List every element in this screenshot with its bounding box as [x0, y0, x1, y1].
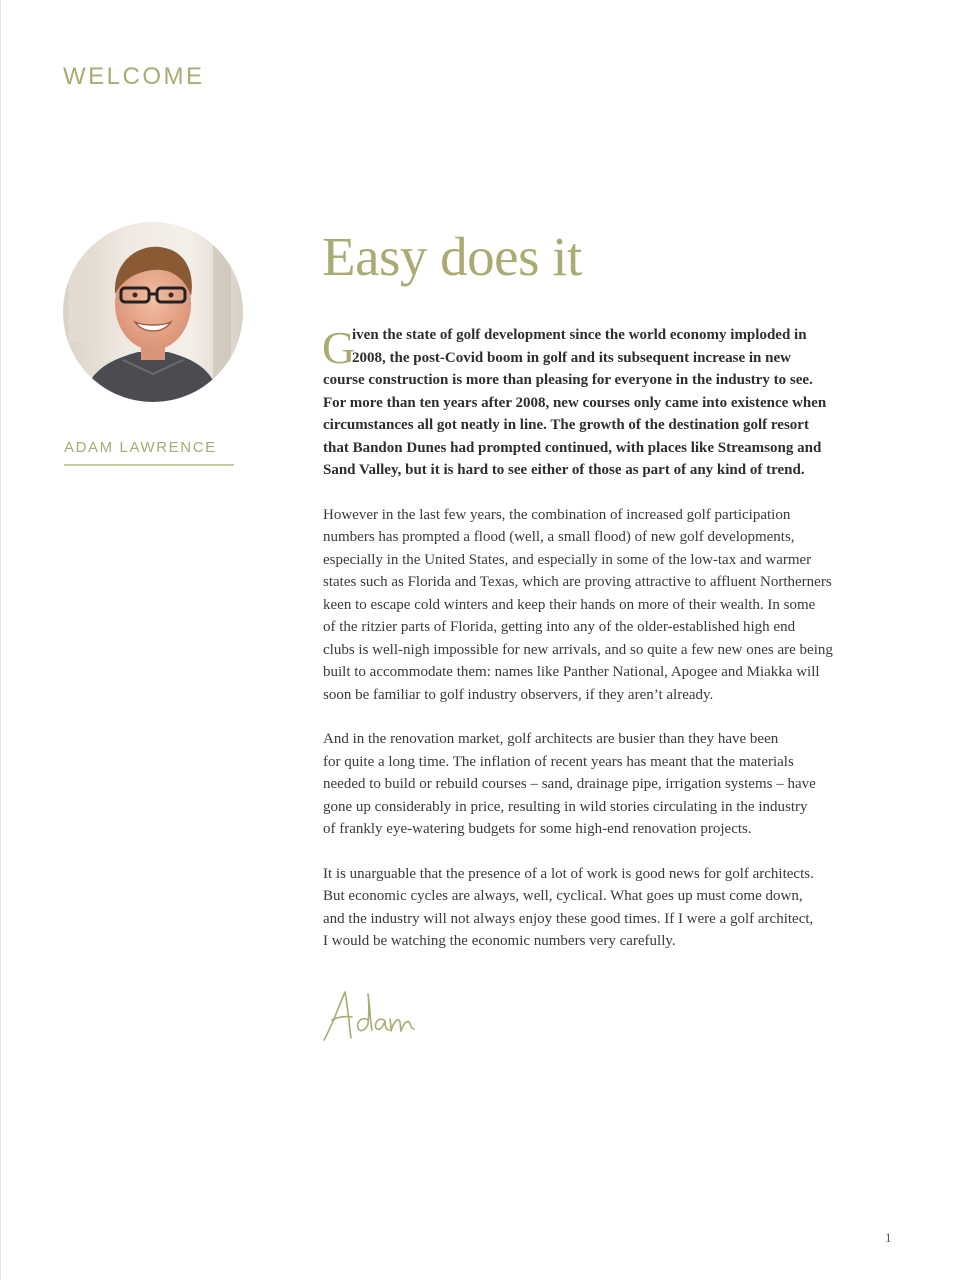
article-title: Easy does it [322, 226, 582, 287]
body-line: keen to escape cold winters and keep their hands on more of their wealth. In some [323, 596, 816, 613]
body-line: But economic cycles are always, well, cyclical. What goes up must come down, [323, 888, 803, 904]
body-line: needed to build or rebuild courses – sand, drainage pipe, irrigation systems – have [323, 776, 816, 792]
body-line: states such as Florida and Texas, which are proving attractive to affluent Northerners [323, 574, 832, 590]
body-line: especially in the United States, and especially in some of the low-tax and warmer [323, 551, 812, 568]
lede-line: Sand Valley, but it is hard to see either of those as part of any kind of trend. [323, 462, 805, 478]
body-line: for quite a long time. The inflation of recent years has meant that the materials [323, 753, 794, 770]
body-line: gone up considerably in price, resulting in wild stories circulating in the industry [323, 798, 808, 815]
lede-paragraph [323, 324, 871, 482]
drop-cap: G [322, 322, 356, 373]
section-label: WELCOME [63, 63, 205, 90]
body-line: built to accommodate them: names like Panther National, Apogee and Miakka will [323, 664, 820, 680]
body-line: of frankly eye-watering budgets for some high-end renovation projects. [323, 821, 752, 837]
body-paragraph [323, 728, 871, 841]
page-edge-rule [0, 0, 1, 1280]
author-signature [318, 986, 418, 1051]
body-line: However in the last few years, the combination of increased golf participation [323, 506, 791, 523]
body-line: and the industry will not always enjoy these good times. If I were a golf architect, [323, 910, 814, 927]
body-line: of the ritzier parts of Florida, getting into any of the older-established high end [323, 619, 796, 635]
body-line: I would be watching the economic numbers very carefully. [323, 933, 676, 949]
body-paragraph [323, 504, 871, 707]
body-line: It is unarguable that the presence of a lot of work is good news for golf architects. [323, 865, 814, 882]
author-divider [64, 464, 234, 466]
lede-line: 2008, the post-Covid boom in golf and its subsequent increase in new [352, 349, 791, 366]
page-number: 1 [885, 1230, 892, 1245]
lede-line: that Bandon Dunes had prompted continued, with places like Streamsong and [323, 439, 822, 456]
lede-line: For more than ten years after 2008, new courses only came into existence when [323, 394, 827, 411]
author-portrait [63, 222, 243, 402]
lede-line: course construction is more than pleasing for everyone in the industry to see. [323, 372, 813, 388]
body-line: numbers has prompted a flood (well, a small flood) of new golf developments, [323, 529, 795, 545]
lede-line: circumstances all got neatly in line. The growth of the destination golf resort [323, 417, 809, 433]
author-name: ADAM LAWRENCE [64, 439, 217, 456]
body-line: clubs is well-nigh impossible for new arrivals, and so quite a few new ones are being [323, 641, 833, 658]
lede-line-text: iven the state of golf development since the world economy imploded in [352, 327, 807, 343]
body-line: soon be familiar to golf industry observers, if they aren’t already. [323, 686, 714, 703]
body-line: And in the renovation market, golf architects are busier than they have been [323, 731, 779, 747]
article-body [323, 324, 871, 975]
body-paragraph [323, 863, 871, 953]
